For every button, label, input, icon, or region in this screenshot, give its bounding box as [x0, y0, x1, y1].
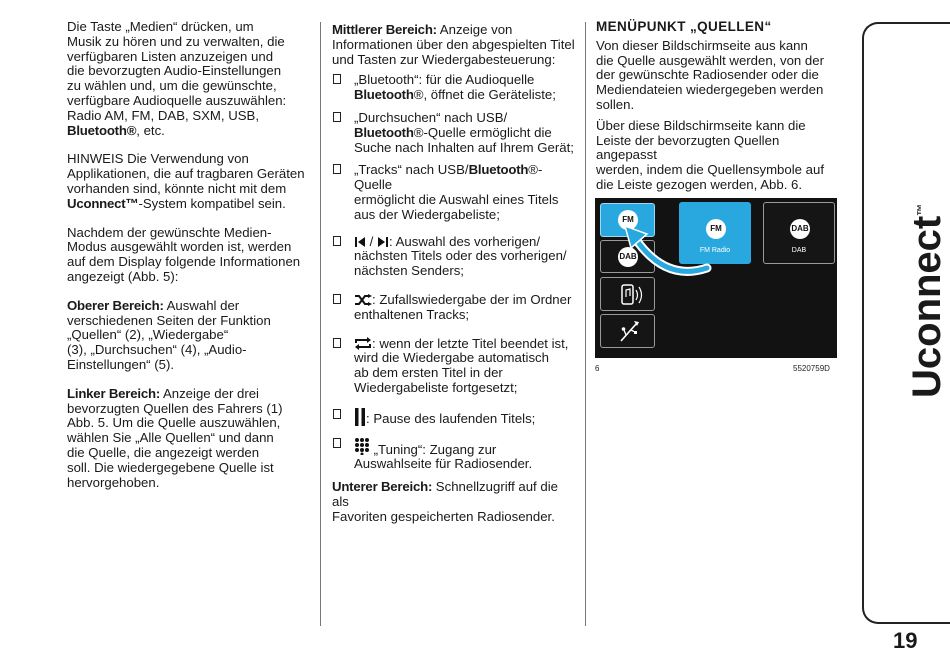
- bullet-tracks: [332, 163, 577, 222]
- line: HINWEIS Die Verwendung von: [67, 151, 249, 167]
- line: Schnellzugriff auf die als: [332, 479, 558, 509]
- line: ab dem ersten Titel in der: [354, 365, 503, 381]
- line: verfügbare Audioquelle auszuwählen:: [67, 92, 287, 108]
- line: Auswahl der: [163, 297, 240, 313]
- bluetooth-term: Bluetooth: [354, 87, 414, 103]
- line: „Tracks“ nach USB/: [354, 162, 469, 178]
- paragraph-media-key: [67, 20, 307, 138]
- line: die Quelle ausgewählt werden, von der: [596, 52, 824, 68]
- keypad-icon: [354, 437, 370, 455]
- paragraph-middle-area: [332, 23, 577, 67]
- line: Modus ausgewählt worden ist, werden: [67, 239, 292, 255]
- line-end: -System kompatibel sein.: [138, 195, 286, 211]
- column-2: [332, 23, 577, 539]
- column-1: [67, 20, 307, 504]
- line: die Leiste gezogen werden, Abb. 6.: [596, 176, 803, 192]
- line: Anzeige von: [436, 22, 513, 37]
- shuffle-icon: [354, 294, 372, 306]
- line: Nachdem der gewünschte Medien-: [67, 224, 272, 240]
- line: Applikationen, die auf tragbaren Geräten: [67, 166, 305, 182]
- line: „Bluetooth“: für die Audioquelle: [354, 72, 535, 88]
- line: „Durchsuchen“ nach USB/: [354, 109, 508, 125]
- line: Favoriten gespeicherten Radiosender.: [332, 508, 555, 524]
- column-3: [596, 20, 841, 207]
- line: bevorzugten Quellen des Fahrers (1): [67, 400, 283, 416]
- checkbox-bullet-icon: [333, 438, 341, 448]
- bluetooth-term: Bluetooth: [354, 124, 414, 140]
- chapter-tab-title: [905, 204, 950, 398]
- column-divider: [585, 22, 586, 626]
- line: Wiedergabeliste fortgesetzt;: [354, 379, 518, 395]
- column-divider: [320, 22, 321, 626]
- line: zu wählen und, um die gewünschte,: [67, 78, 277, 94]
- line: werden, indem die Quellensymbole auf: [596, 162, 824, 178]
- previous-track-icon: [354, 236, 366, 248]
- line: enthaltenen Tracks;: [354, 306, 470, 322]
- line: Informationen über den abgespielten Titel: [332, 36, 575, 52]
- drag-arrow-icon: [595, 198, 837, 358]
- figure-code: 5520759D: [793, 364, 830, 373]
- line: aus der Wiedergabeliste;: [354, 206, 500, 222]
- line: Von dieser Bildschirmseite aus kann: [596, 37, 808, 53]
- bullet-shuffle: [332, 293, 577, 323]
- line: vorhanden sind, könnte nicht mit dem: [67, 180, 287, 196]
- lower-area-term: Unterer Bereich:: [332, 479, 433, 495]
- line: verschiedenen Seiten der Funktion: [67, 312, 271, 328]
- checkbox-bullet-icon: [333, 164, 341, 174]
- section-heading: MENÜPUNKT „QUELLEN“: [596, 19, 772, 34]
- bullet-bluetooth: [332, 73, 577, 103]
- line: die Quelle, die angezeigt werden: [67, 444, 260, 460]
- line: Auswahlseite für Radiosender.: [354, 456, 533, 472]
- line-end: , etc.: [136, 122, 165, 138]
- line: Suche nach Inhalten auf Ihrem Gerät;: [354, 139, 574, 155]
- line: „Tuning“: Zugang zur: [370, 441, 497, 457]
- source-label: FM Radio: [699, 247, 731, 254]
- page-number: 19: [893, 628, 918, 653]
- bullet-tuning: [332, 437, 577, 473]
- line: wählen Sie „Alle Quellen“ und dann: [67, 430, 274, 446]
- line: auf dem Display folgende Informationen: [67, 254, 301, 270]
- checkbox-bullet-icon: [333, 409, 341, 419]
- upper-area-term: Oberer Bereich:: [67, 297, 164, 313]
- line: wird die Wiedergabe automatisch: [354, 350, 549, 366]
- line: sollen.: [596, 96, 635, 112]
- line: nächsten Titels oder des vorherigen/: [354, 248, 567, 264]
- next-track-icon: [377, 236, 389, 248]
- line: der gewünschte Radiosender oder die: [596, 67, 819, 83]
- paragraph-display-info: [67, 226, 307, 285]
- fm-icon: FM: [706, 219, 726, 239]
- line-end: ®-Quelle ermöglicht die: [413, 124, 552, 140]
- line: Einstellungen“ (5).: [67, 356, 175, 372]
- line: : Auswahl des vorherigen/: [389, 233, 541, 249]
- line: : Zufallswiedergabe der im Ordner: [372, 291, 572, 307]
- paragraph-sources-customize: [596, 119, 841, 193]
- figure-number: 6: [595, 364, 600, 373]
- paragraph-lower-area: [332, 480, 577, 524]
- line: Anzeige der drei: [160, 385, 259, 401]
- bullet-browse: [332, 111, 577, 155]
- checkbox-bullet-icon: [333, 112, 341, 122]
- chapter-title: Uconnect: [905, 215, 949, 398]
- bluetooth-term: Bluetooth®: [67, 122, 137, 138]
- bullet-prev-next: [332, 235, 577, 279]
- line: (3), „Durchsuchen“ (4), „Audio-: [67, 342, 247, 358]
- trademark-symbol: ™: [914, 203, 929, 216]
- left-area-term: Linker Bereich:: [67, 385, 161, 401]
- line: Mediendateien wiedergegeben werden: [596, 82, 824, 98]
- line: : Pause des laufenden Titels;: [366, 410, 536, 426]
- middle-area-term: Mittlerer Bereich:: [332, 22, 437, 37]
- line: ermöglicht die Auswahl eines Titels: [354, 191, 559, 207]
- fm-icon: FM: [618, 210, 638, 230]
- line: und Tasten zur Wiedergabesteuerung:: [332, 51, 556, 67]
- line: nächsten Senders;: [354, 263, 464, 279]
- pause-icon: [354, 408, 366, 426]
- dab-icon: DAB: [790, 219, 810, 239]
- line: Die Taste „Medien“ drücken, um: [67, 19, 254, 34]
- paragraph-note: [67, 152, 307, 211]
- line: Radio AM, FM, DAB, SXM, USB,: [67, 107, 259, 123]
- line: „Quellen“ (2), „Wiedergabe“: [67, 327, 229, 343]
- line: soll. Die wiedergegebene Quelle ist: [67, 459, 274, 475]
- line: Abb. 5. Um die Quelle auszuwählen,: [67, 415, 281, 431]
- line: hervorgehoben.: [67, 474, 160, 490]
- checkbox-bullet-icon: [333, 338, 341, 348]
- dab-icon: DAB: [618, 247, 638, 267]
- checkbox-bullet-icon: [333, 294, 341, 304]
- line-end: ®-Quelle: [354, 162, 543, 193]
- line: : wenn der letzte Titel beendet ist,: [372, 335, 569, 351]
- line-end: ®, öffnet die Geräteliste;: [413, 87, 556, 103]
- paragraph-sources-intro: [596, 39, 841, 113]
- line: Musik zu hören und zu verwalten, die: [67, 33, 285, 49]
- sources-screen-figure: [595, 198, 837, 358]
- separator: /: [369, 233, 374, 249]
- bullet-repeat: [332, 337, 577, 396]
- line: verfügbaren Listen anzuzeigen und: [67, 48, 274, 64]
- paragraph-left-area: [67, 387, 307, 491]
- line: Leiste der bevorzugten Quellen angepasst: [596, 132, 780, 163]
- checkbox-bullet-icon: [333, 236, 341, 246]
- paragraph-upper-area: [67, 299, 307, 373]
- bluetooth-term: Bluetooth: [468, 162, 529, 178]
- repeat-icon: [354, 337, 372, 350]
- line: Über diese Bildschirmseite kann die: [596, 117, 806, 133]
- checkbox-bullet-icon: [333, 74, 341, 84]
- uconnect-term: Uconnect™: [67, 195, 139, 211]
- line: angezeigt (Abb. 5):: [67, 268, 179, 284]
- bullet-pause: [332, 408, 577, 427]
- line: die bevorzugten Audio-Einstellungen: [67, 63, 282, 79]
- source-label: DAB: [791, 247, 807, 254]
